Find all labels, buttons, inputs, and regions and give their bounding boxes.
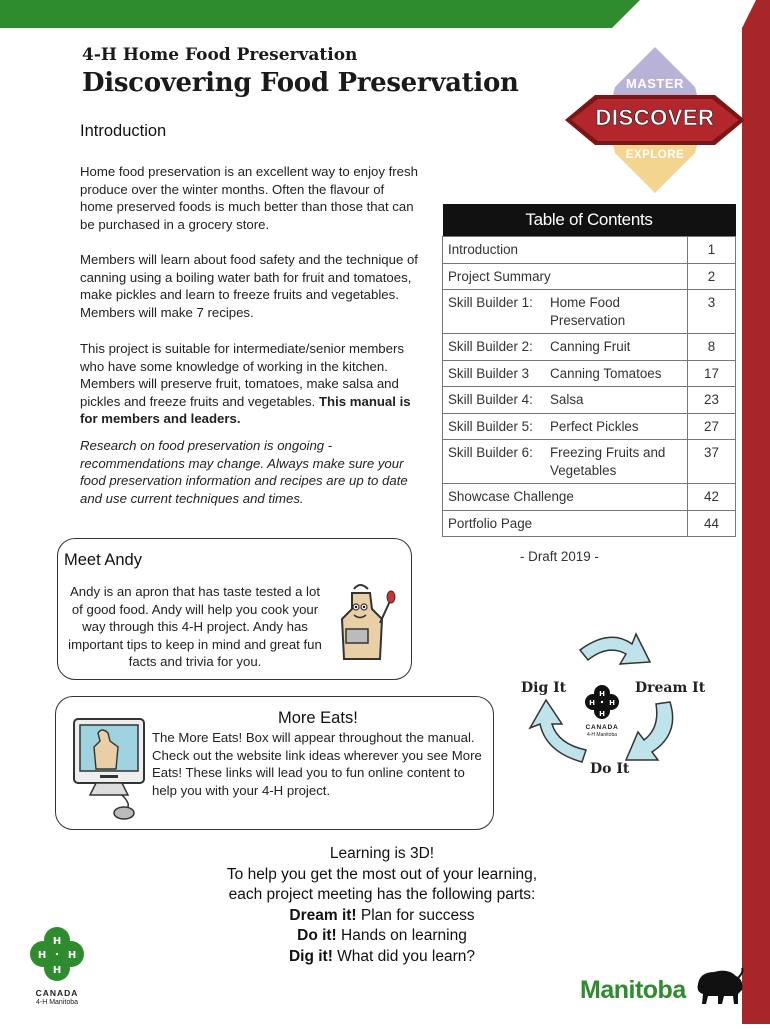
toc-entry: Portfolio Page <box>443 510 688 537</box>
toc-row <box>443 334 736 361</box>
intro-paragraph-4: Research on food preservation is ongoing - recommendations may change. Always make sure your food preservation information and recipes are up to date and use current techniques and times. <box>80 438 408 506</box>
toc-entry-name: Skill Builder 6: <box>448 445 533 460</box>
level-explore-label: EXPLORE <box>625 149 685 161</box>
cycle-logo-country: CANADA <box>585 724 619 731</box>
toc-entry-name: Skill Builder 2: <box>448 339 533 354</box>
footer-4h-logo <box>24 920 90 1010</box>
cycle-logo-org: 4-H Manitoba <box>586 732 617 738</box>
svg-text:H: H <box>589 699 595 707</box>
header-subtitle: 4-H Home Food Preservation <box>82 45 358 65</box>
toc-heading: Table of Contents <box>443 204 736 237</box>
svg-text:H: H <box>37 950 47 961</box>
arrow-dream-to-do-icon <box>626 702 673 760</box>
meet-andy-text: Andy is an apron that has taste tested a lot of good food. Andy will help you cook your way through this 4-H project. Andy has important tips to keep in mind and great fun facts and trivia for you. <box>68 584 322 669</box>
toc-entry-title: Freezing Fruits and Vegetables <box>550 445 666 478</box>
more-eats-text: The More Eats! Box will appear throughout the manual. Check out the website link ideas wherever you see More Eats! These links will lead you to fun online content to help you with your 4-H project. <box>152 730 482 798</box>
svg-text:H: H <box>609 699 615 707</box>
footer-logo-country: CANADA <box>35 988 79 998</box>
learning-dig-text: What did you learn? <box>332 947 476 965</box>
toc-entry-title: Salsa <box>550 392 584 407</box>
toc-row <box>443 237 736 264</box>
footer-logo-org: 4-H Manitoba <box>35 999 79 1006</box>
svg-text:H: H <box>599 690 605 698</box>
toc-row <box>443 263 736 290</box>
toc-entry: Introduction <box>443 237 688 264</box>
toc-row <box>443 510 736 537</box>
learning-do-line <box>182 926 582 947</box>
toc-page-number: 17 <box>688 360 736 387</box>
arrow-do-to-dig-icon <box>530 700 586 762</box>
toc-page-number: 44 <box>688 510 736 537</box>
learning-dream-bold: Dream it! <box>289 906 357 924</box>
toc-entry <box>443 413 688 440</box>
meet-andy-heading: Meet Andy <box>64 551 142 569</box>
more-eats-box <box>55 696 494 830</box>
toc-row <box>443 484 736 511</box>
intro-paragraph-2: Members will learn about food safety and the technique of canning using a boiling water bath for fruit and tomatoes, make pickles and learn to freeze fruits and vegetables. Members will make 7 recipes. <box>80 252 418 320</box>
toc-page-number: 23 <box>688 387 736 414</box>
level-master-label: MASTER <box>626 76 684 91</box>
cycle-dream-label: Dream It <box>635 680 706 696</box>
learning-section <box>182 844 582 967</box>
intro-paragraph-1: Home food preservation is an excellent way to enjoy fresh produce over the winter months. Often the flavour of home preserved foods is much better than those that can be purchased in a grocery store. <box>80 164 418 232</box>
table-of-contents <box>442 204 736 537</box>
toc-page-number: 37 <box>688 440 736 484</box>
toc-entry-name: Skill Builder 3 <box>448 365 530 381</box>
learning-do-text: Hands on learning <box>336 927 467 944</box>
toc-row <box>443 360 736 387</box>
toc-page-number: 8 <box>688 334 736 361</box>
toc-entry <box>443 360 688 387</box>
svg-text:H: H <box>599 710 605 718</box>
manitoba-wordmark: Manitoba <box>580 976 686 1004</box>
toc-entry <box>443 440 688 484</box>
toc-entry-title: Canning Fruit <box>550 339 631 354</box>
learning-line-2: each project meeting has the following parts: <box>228 886 536 903</box>
andy-apron-icon <box>330 579 400 667</box>
toc-row <box>443 413 736 440</box>
intro-paragraph-3-bold: This manual is for members and leaders. <box>80 393 411 426</box>
toc-entry: Showcase Challenge <box>443 484 688 511</box>
computer-icon <box>66 713 156 821</box>
more-eats-heading: More Eats! <box>278 709 358 727</box>
toc-row <box>443 290 736 334</box>
toc-entry: Project Summary <box>443 263 688 290</box>
intro-paragraph-3 <box>80 340 430 428</box>
toc-entry <box>443 334 688 361</box>
page-title: Discovering Food Preservation <box>82 68 519 98</box>
toc-entry-name: Skill Builder 5: <box>448 418 533 434</box>
toc-row <box>443 387 736 414</box>
toc-page-number: 3 <box>688 290 736 334</box>
toc-entry-title: Canning Tomatoes <box>550 365 662 381</box>
cycle-dig-label: Dig It <box>521 680 567 696</box>
draft-note: - Draft 2019 - <box>520 549 599 564</box>
toc-entry-title: Perfect Pickles <box>550 418 639 434</box>
level-discover-label: DISCOVER <box>595 105 715 130</box>
toc-page-number: 27 <box>688 413 736 440</box>
learning-dig-bold: Dig it! <box>288 947 333 965</box>
top-green-banner <box>0 0 770 28</box>
intro-paragraph-3-text: This project is suitable for intermediate/senior members who have some knowledge of working in the kitchen. Members will preserve fruit, tomatoes, make salsa and pickles and freeze fruits and vegetables. <box>80 341 404 409</box>
bison-icon <box>694 966 746 1008</box>
learning-line-1: To help you get the most out of your learning, <box>226 865 538 883</box>
toc-entry-name: Skill Builder 4: <box>448 392 533 407</box>
toc-entry <box>443 387 688 414</box>
learning-dig-line <box>182 947 582 968</box>
toc-entry <box>443 290 688 334</box>
svg-text:H: H <box>52 965 62 976</box>
level-badge <box>555 45 755 195</box>
intro-heading: Introduction <box>80 122 167 140</box>
clover-green-icon <box>24 920 90 986</box>
toc-page-number: 2 <box>688 263 736 290</box>
cycle-do-label: Do It <box>590 761 630 777</box>
clover-logo-icon <box>585 685 619 719</box>
learning-dream-text: Plan for success <box>356 906 475 924</box>
toc-page-number: 42 <box>688 484 736 511</box>
svg-text:H: H <box>52 936 62 947</box>
meet-andy-box <box>57 538 412 680</box>
learning-dream-line <box>182 906 582 927</box>
toc-entry-title: Home Food Preservation <box>550 295 626 328</box>
svg-text:H: H <box>67 950 77 961</box>
arrow-dig-to-dream-icon <box>580 634 650 664</box>
toc-row <box>443 440 736 484</box>
toc-body <box>443 237 736 537</box>
toc-entry-name: Skill Builder 1: <box>448 295 533 310</box>
learning-do-bold: Do it! <box>297 927 337 944</box>
toc-page-number: 1 <box>688 237 736 264</box>
learning-heading: Learning is 3D! <box>329 845 435 862</box>
